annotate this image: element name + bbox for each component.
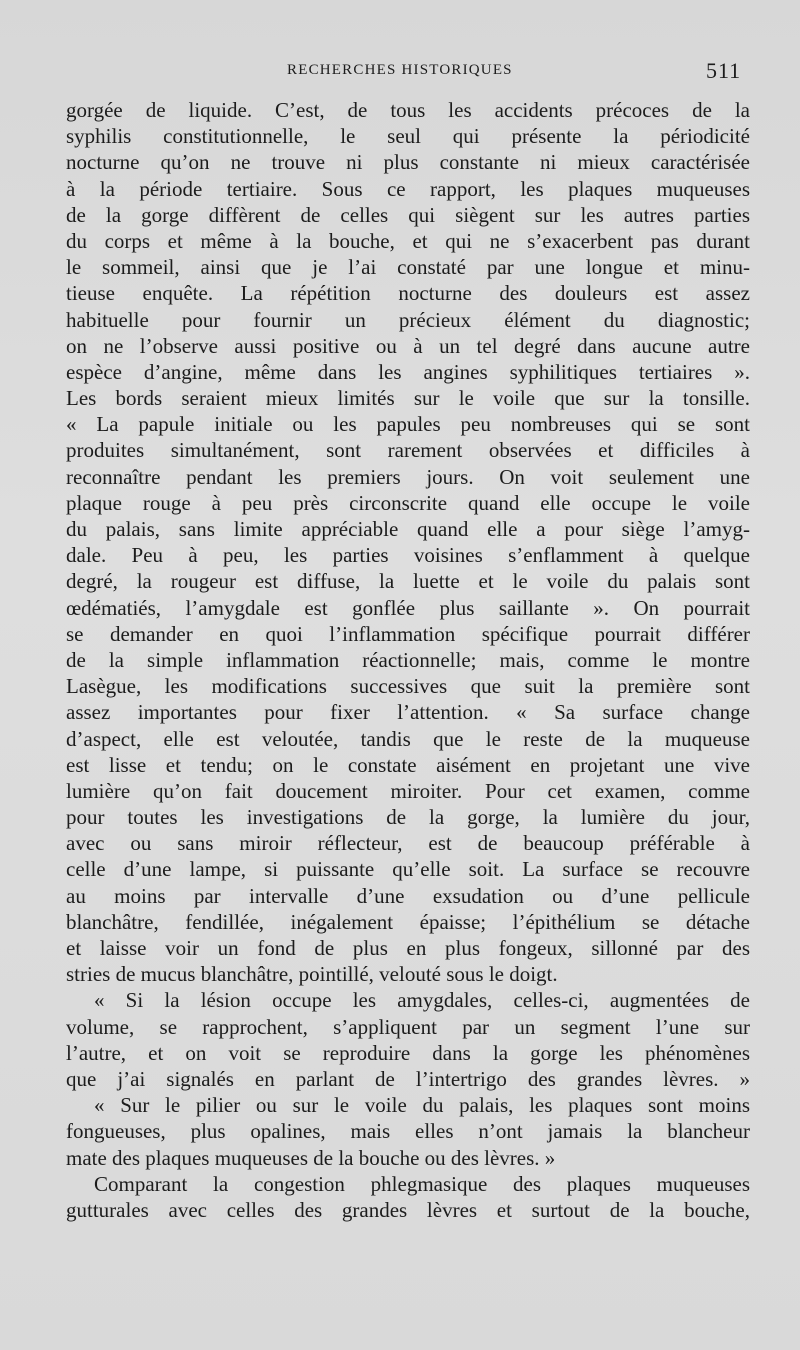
text-line: du palais, sans limite appréciable quand elle a pour siège l’amyg- (66, 517, 750, 541)
text-line: blanchâtre, fendillée, inégalement épaisse; l’épithélium se détache (66, 909, 750, 934)
text-line: dale. Peu à peu, les parties voisines s’enflamment à quelque (66, 543, 750, 568)
text-line: du corps et même à la bouche, et qui ne s’exacerbent pas durant (66, 228, 750, 253)
text-line: et laisse voir un fond de plus en plus fongeux, sillonné par des (66, 936, 750, 960)
text-line: espèce d’angine, même dans les angines syphilitiques tertiaires ». (66, 359, 750, 384)
text-line: que j’ai signalés en parlant de l’intertrigo des grandes lèvres. » (66, 1066, 750, 1091)
text-line: on ne l’observe aussi positive ou à un tel degré dans aucune autre (66, 333, 750, 358)
text-line: « Sur le pilier ou sur le voile du palais, les plaques sont moins (94, 1093, 750, 1118)
body-text (66, 97, 750, 1223)
text-line: lumière qu’on fait doucement miroiter. Pour cet examen, comme (66, 778, 750, 803)
text-line: pour toutes les investigations de la gorge, la lumière du jour, (66, 805, 750, 830)
text-line: gutturales avec celles des grandes lèvres et surtout de la bouche, (66, 1197, 750, 1222)
text-line: « La papule initiale ou les papules peu nombreuses qui se sont (66, 412, 750, 437)
text-line: d’aspect, elle est veloutée, tandis que le reste de la muqueuse (66, 726, 750, 751)
text-line: produites simultanément, sont rarement observées et difficiles à (66, 438, 750, 463)
text-line: gorgée de liquide. C’est, de tous les accidents précoces de la (66, 98, 750, 122)
text-line: celle d’une lampe, si puissante qu’elle soit. La surface se recouvre (66, 857, 750, 882)
text-line: est lisse et tendu; on le constate aisément en projetant une vive (66, 752, 750, 777)
text-line: Les bords seraient mieux limités sur le voile que sur la tonsille. (66, 386, 750, 411)
text-line: habituelle pour fournir un précieux élément du diagnostic; (66, 307, 750, 332)
text-line: à la période tertiaire. Sous ce rapport, les plaques muqueuses (66, 176, 750, 201)
text-line: Lasègue, les modifications successives que suit la première sont (66, 674, 750, 699)
text-line: reconnaître pendant les premiers jours. On voit seulement une (66, 464, 750, 489)
text-line: mate des plaques muqueuses de la bouche ou des lèvres. » (66, 1145, 556, 1170)
page-header (0, 58, 800, 88)
text-line: fongueuses, plus opalines, mais elles n’ont jamais la blancheur (66, 1119, 750, 1144)
text-line: degré, la rougeur est diffuse, la luette et le voile du palais sont (66, 569, 750, 594)
text-line: le sommeil, ainsi que je l’ai constaté par une longue et minu- (66, 255, 750, 280)
text-line: de la gorge diffèrent de celles qui siègent sur les autres parties (66, 202, 750, 227)
text-line: Comparant la congestion phlegmasique des plaques muqueuses (94, 1171, 750, 1196)
text-line: œdématiés, l’amygdale est gonflée plus saillante ». On pourrait (66, 595, 750, 620)
text-line: se demander en quoi l’inflammation spécifique pourrait différer (66, 621, 750, 646)
text-line: syphilis constitutionnelle, le seul qui présente la périodicité (66, 124, 750, 149)
page-number: 511 (706, 58, 742, 83)
text-line: volume, se rapprochent, s’appliquent par un segment l’une sur (66, 1014, 750, 1039)
text-line: stries de mucus blanchâtre, pointillé, velouté sous le doigt. (66, 962, 558, 987)
text-line: assez importantes pour fixer l’attention. « Sa surface change (66, 700, 750, 725)
text-line: nocturne qu’on ne trouve ni plus constante ni mieux caractérisée (66, 150, 750, 175)
running-title: RECHERCHES HISTORIQUES (287, 62, 513, 78)
text-line: avec ou sans miroir réflecteur, est de beaucoup préférable à (66, 831, 750, 856)
text-line: « Si la lésion occupe les amygdales, celles-ci, augmentées de (94, 988, 750, 1013)
text-line: l’autre, et on voit se reproduire dans la gorge les phénomènes (66, 1040, 750, 1065)
text-line: plaque rouge à peu près circonscrite quand elle occupe le voile (66, 490, 750, 515)
text-line: de la simple inflammation réactionnelle; mais, comme le montre (66, 647, 750, 672)
text-line: tieuse enquête. La répétition nocturne des douleurs est assez (66, 281, 750, 306)
text-line: au moins par intervalle d’une exsudation ou d’une pellicule (66, 883, 750, 908)
